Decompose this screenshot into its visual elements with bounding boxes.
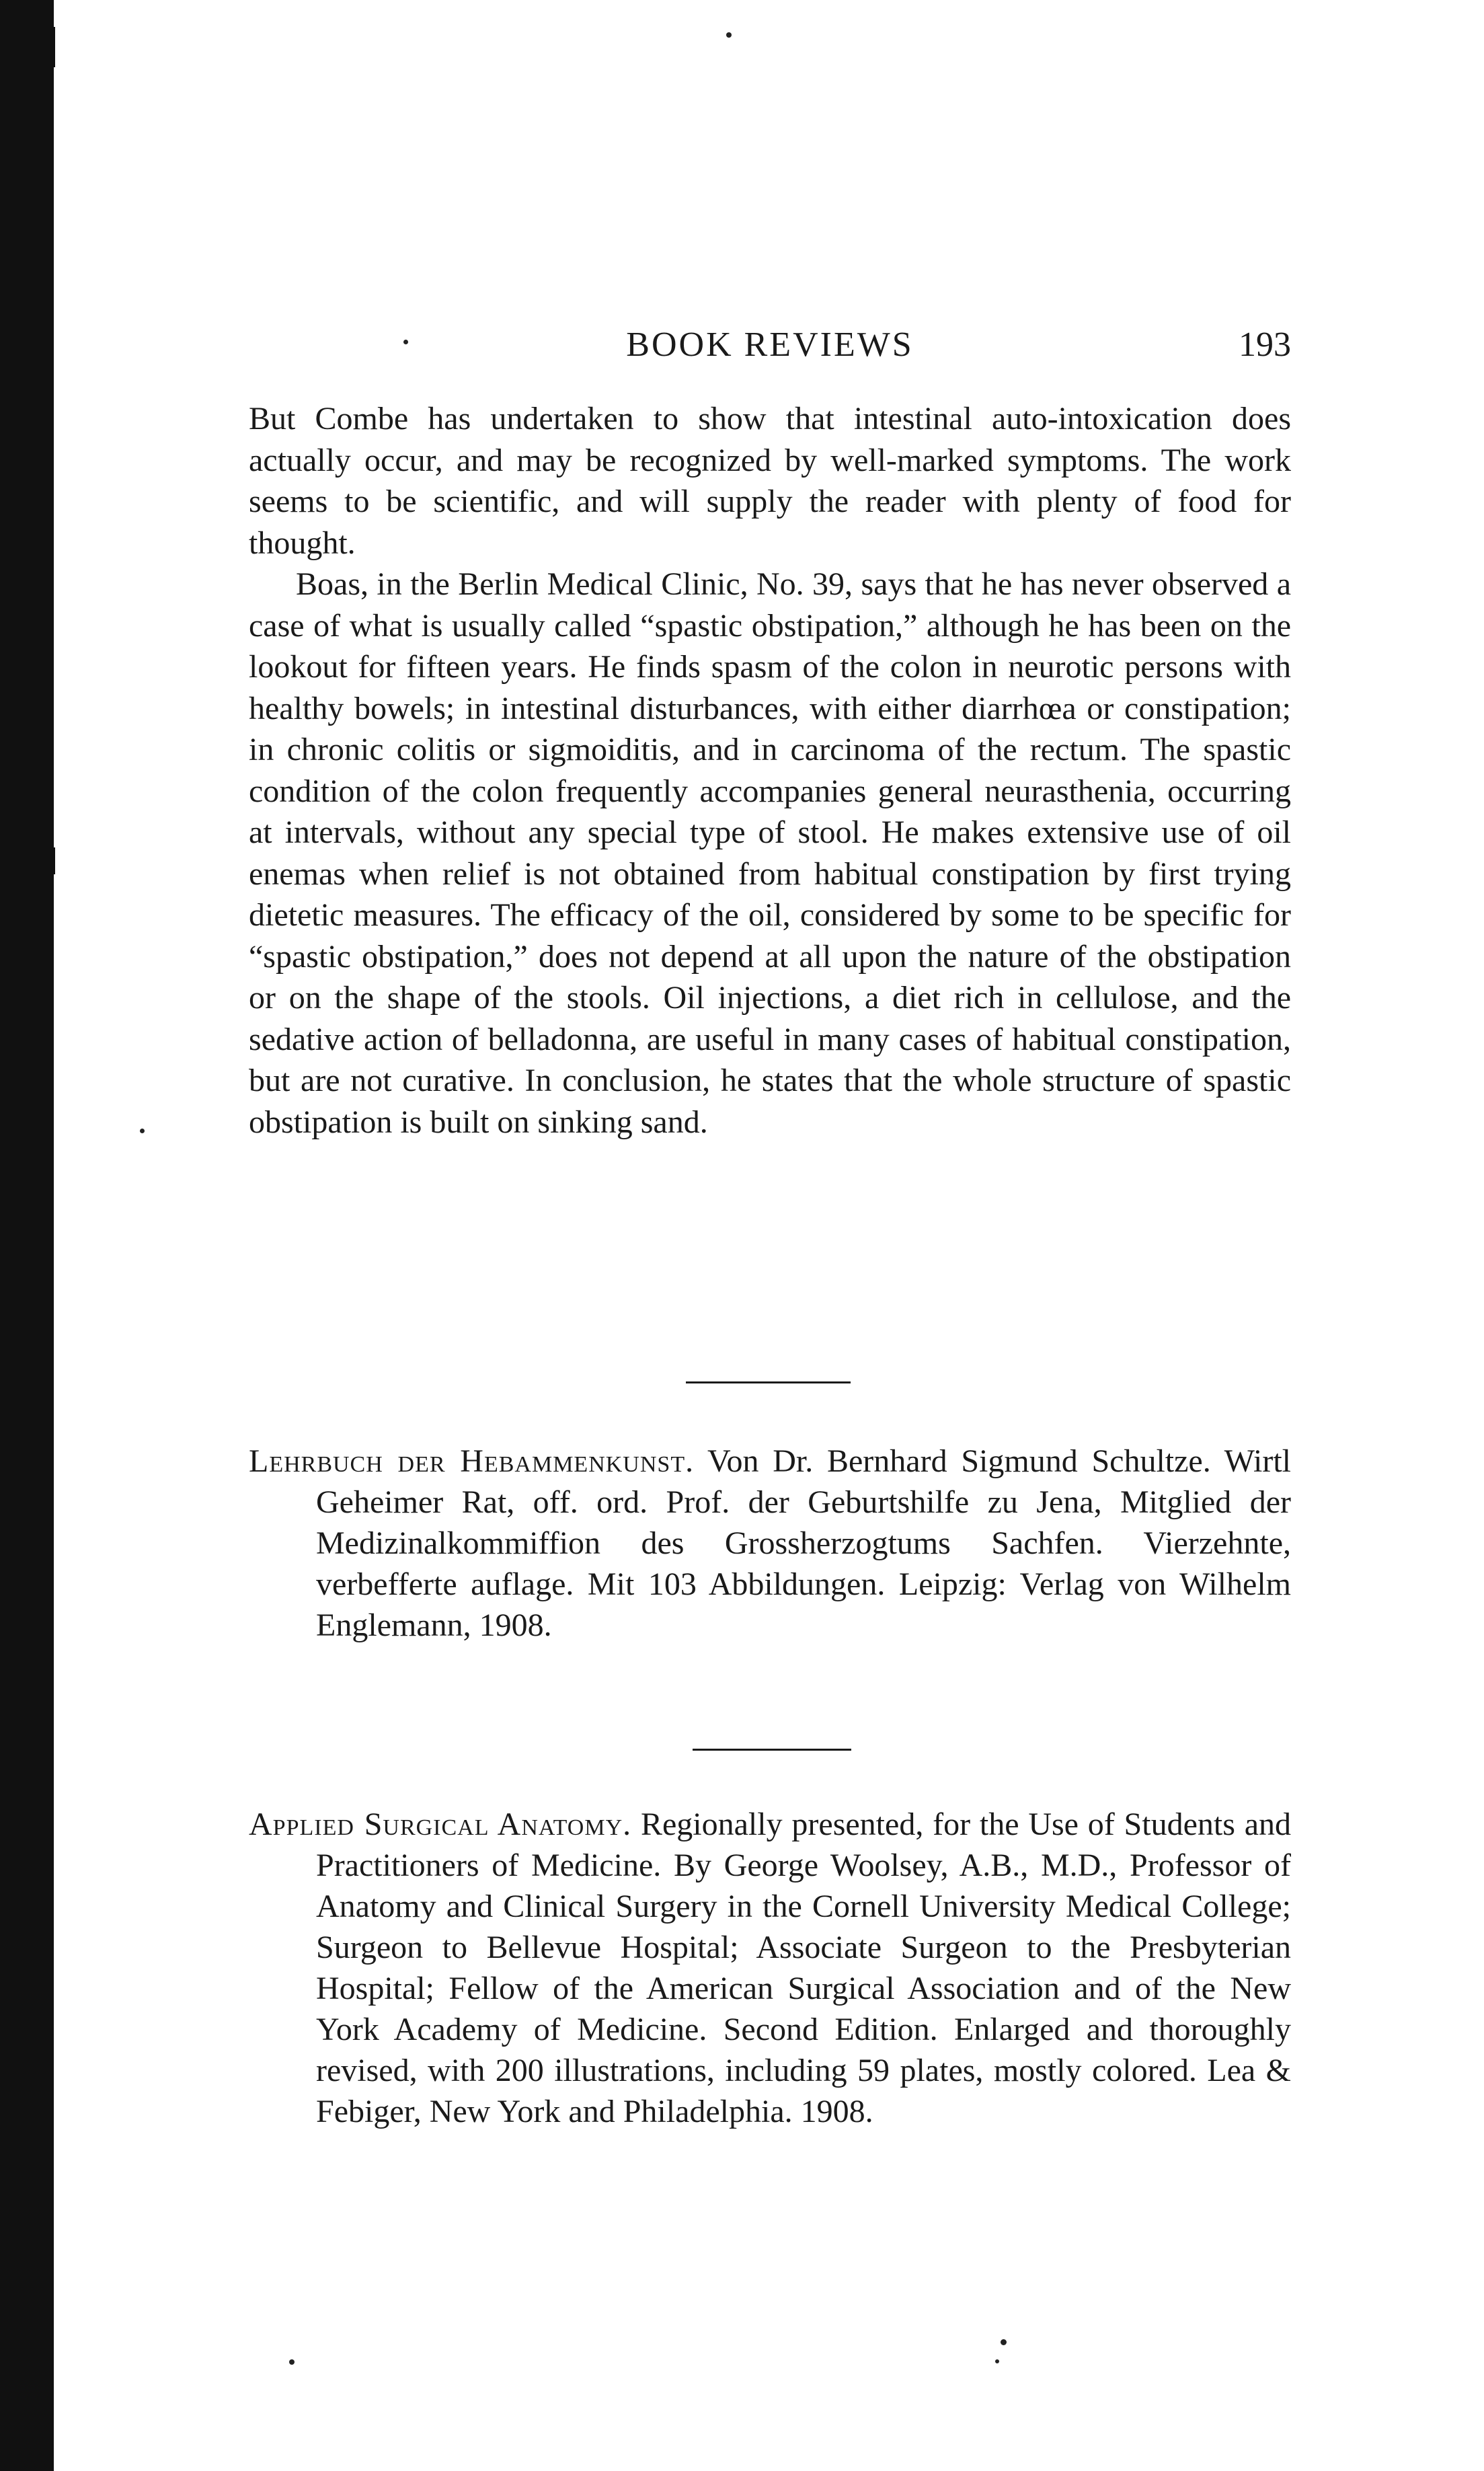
body-paragraph: Boas, in the Berlin Medical Clinic, No. 39, says that he has never observed a case of what is usually called “spastic obstipation,” although he has been on the lookout for fifteen years. He finds spasm of the colon in neurotic persons with healthy bowels; in intestinal disturbances, with either diarrhœa or constipation; in chronic colitis or sigmoiditis, and in carcinoma of the rectum. The spastic condition of the colon frequently accompanies general neurasthenia, occurring at intervals, without any special type of stool. He makes extensive use of oil enemas when relief is not obtained from habitual constipation by first trying dietetic measures. The efficacy of the oil, considered by some to be specific for “spastic obstipation,” does not depend at all upon the nature of the obstipation or on the shape of the stools. Oil injections, a diet rich in cellulose, and the sedative action of belladonna, are useful in many cases of habitual constipation, but are not curative. In conclusion, he states that the whole structure of spastic obstipation is built on sinking sand. <box>249 566 1291 1140</box>
binding-notch <box>46 847 55 874</box>
book-listing-title: Applied Surgical Anatomy. <box>249 1807 632 1842</box>
book-listing <box>249 1441 1291 1646</box>
review-body <box>249 398 1291 1143</box>
section-divider <box>693 1749 851 1751</box>
running-title: BOOK REVIEWS <box>626 326 914 364</box>
section-divider <box>686 1381 851 1383</box>
book-listing-text: Regionally presented, for the Use of Students and Practitioners of Medicine. By George Woolsey, A.B., M.D., Professor of Anatomy and Clinical Surgery in the Cornell University Medical College; Surgeon to Bellevue Hospital; Associate Surgeon to the Presbyterian Hospital; Fellow of the American Surgical Association and of the New York Academy of Medicine. Second Edition. Enlarged and thoroughly revised, with 200 illustrations, including 59 plates, mostly colored. Lea & Febiger, New York and Philadelphia. 1908. <box>316 1807 1292 2129</box>
scan-speck <box>995 2359 999 2363</box>
page-number: 193 <box>1239 326 1291 364</box>
scan-speck <box>289 2359 295 2365</box>
scan-speck <box>140 1129 145 1133</box>
binding-notch <box>46 27 55 67</box>
binding-edge <box>0 0 54 2471</box>
body-paragraph: But Combe has undertaken to show that intestinal auto-intoxication does actually occur, and may be recognized by well-marked symptoms. The work seems to be scientific, and will supply the reader with plenty of food for thought. <box>249 401 1291 561</box>
page-header <box>249 321 1291 375</box>
book-listing-title: Lehrbuch der Hebammenkunst. <box>249 1443 695 1479</box>
scan-speck <box>726 32 732 38</box>
book-listing <box>249 1804 1291 2132</box>
scan-speck <box>1001 2339 1007 2345</box>
book-listing-text: Von Dr. Bernhard Sigmund Schultze. Wirtl Geheimer Rat, off. ord. Prof. der Geburtshilfe zu Jena, Mitglied der Medizinalkommiffion des Grossherzogtums Sachfen. Vierzehnte, verbefferte auflage. Mit 103 Abbildungen. Leipzig: Verlag von Wilhelm Englemann, 1908. <box>316 1443 1291 1643</box>
